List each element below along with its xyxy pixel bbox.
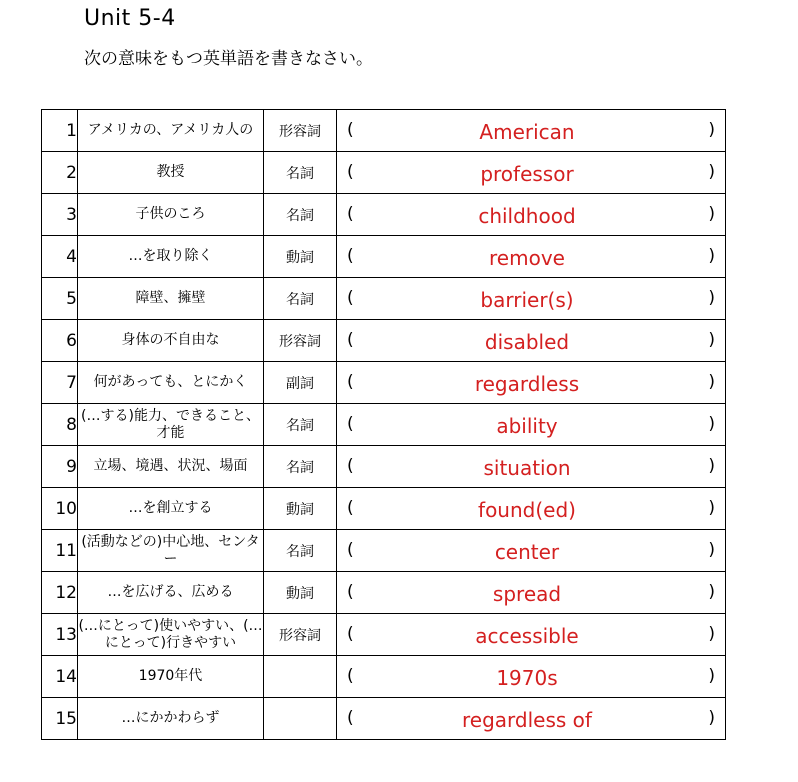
english-answer: situation bbox=[483, 455, 571, 480]
answer-cell bbox=[337, 488, 726, 530]
japanese-meaning: アメリカの、アメリカ人の bbox=[78, 110, 264, 152]
answer-cell bbox=[337, 614, 726, 656]
row-number: 3 bbox=[42, 194, 78, 236]
row-number: 7 bbox=[42, 362, 78, 404]
answer-cell bbox=[337, 362, 726, 404]
open-paren: ( bbox=[347, 498, 354, 518]
table-row bbox=[42, 236, 726, 278]
japanese-meaning: …にかかわらず bbox=[78, 698, 264, 740]
part-of-speech: 名詞 bbox=[264, 152, 337, 194]
answer-cell bbox=[337, 404, 726, 446]
japanese-meaning: (…する)能力、できること、才能 bbox=[78, 404, 264, 446]
vocabulary-table bbox=[41, 109, 726, 740]
table-row bbox=[42, 698, 726, 740]
answer-cell bbox=[337, 110, 726, 152]
row-number: 10 bbox=[42, 488, 78, 530]
part-of-speech: 名詞 bbox=[264, 194, 337, 236]
japanese-meaning: …を取り除く bbox=[78, 236, 264, 278]
table-row bbox=[42, 320, 726, 362]
english-answer: remove bbox=[489, 245, 565, 270]
close-paren: ) bbox=[708, 708, 715, 728]
open-paren: ( bbox=[347, 246, 354, 266]
close-paren: ) bbox=[708, 330, 715, 350]
table-row bbox=[42, 152, 726, 194]
answer-cell bbox=[337, 278, 726, 320]
row-number: 11 bbox=[42, 530, 78, 572]
row-number: 9 bbox=[42, 446, 78, 488]
table-row bbox=[42, 488, 726, 530]
open-paren: ( bbox=[347, 540, 354, 560]
english-answer: barrier(s) bbox=[480, 287, 574, 312]
part-of-speech: 動詞 bbox=[264, 236, 337, 278]
japanese-meaning: …を創立する bbox=[78, 488, 264, 530]
open-paren: ( bbox=[347, 708, 354, 728]
japanese-meaning: (活動などの)中心地、センター bbox=[78, 530, 264, 572]
english-answer: spread bbox=[492, 581, 562, 606]
row-number: 14 bbox=[42, 656, 78, 698]
english-answer: 1970s bbox=[496, 665, 558, 690]
open-paren: ( bbox=[347, 582, 354, 602]
row-number: 15 bbox=[42, 698, 78, 740]
answer-cell bbox=[337, 236, 726, 278]
answer-cell bbox=[337, 446, 726, 488]
answer-cell bbox=[337, 152, 726, 194]
japanese-meaning: 立場、境遇、状況、場面 bbox=[78, 446, 264, 488]
english-answer: disabled bbox=[484, 329, 570, 354]
vocabulary-table-body bbox=[42, 110, 726, 740]
japanese-meaning: 1970年代 bbox=[78, 656, 264, 698]
close-paren: ) bbox=[708, 498, 715, 518]
open-paren: ( bbox=[347, 120, 354, 140]
japanese-meaning: 何があっても、とにかく bbox=[78, 362, 264, 404]
japanese-meaning: …を広げる、広める bbox=[78, 572, 264, 614]
table-row bbox=[42, 194, 726, 236]
close-paren: ) bbox=[708, 582, 715, 602]
english-answer: professor bbox=[480, 161, 574, 186]
part-of-speech: 形容詞 bbox=[264, 110, 337, 152]
row-number: 1 bbox=[42, 110, 78, 152]
row-number: 12 bbox=[42, 572, 78, 614]
part-of-speech: 動詞 bbox=[264, 572, 337, 614]
japanese-meaning: 障壁、擁壁 bbox=[78, 278, 264, 320]
close-paren: ) bbox=[708, 204, 715, 224]
english-answer: center bbox=[494, 539, 560, 564]
row-number: 4 bbox=[42, 236, 78, 278]
english-answer: ability bbox=[496, 413, 558, 438]
japanese-meaning: 身体の不自由な bbox=[78, 320, 264, 362]
table-row bbox=[42, 656, 726, 698]
open-paren: ( bbox=[347, 330, 354, 350]
part-of-speech: 名詞 bbox=[264, 530, 337, 572]
part-of-speech: 名詞 bbox=[264, 278, 337, 320]
close-paren: ) bbox=[708, 666, 715, 686]
table-row bbox=[42, 404, 726, 446]
answer-cell bbox=[337, 194, 726, 236]
open-paren: ( bbox=[347, 456, 354, 476]
part-of-speech: 名詞 bbox=[264, 404, 337, 446]
answer-cell bbox=[337, 530, 726, 572]
row-number: 13 bbox=[42, 614, 78, 656]
instruction-text: 次の意味をもつ英単語を書きなさい。 bbox=[84, 49, 373, 69]
row-number: 6 bbox=[42, 320, 78, 362]
part-of-speech: 動詞 bbox=[264, 488, 337, 530]
open-paren: ( bbox=[347, 372, 354, 392]
japanese-meaning: 子供のころ bbox=[78, 194, 264, 236]
close-paren: ) bbox=[708, 414, 715, 434]
part-of-speech: 副詞 bbox=[264, 362, 337, 404]
japanese-meaning: 教授 bbox=[78, 152, 264, 194]
close-paren: ) bbox=[708, 540, 715, 560]
open-paren: ( bbox=[347, 162, 354, 182]
part-of-speech bbox=[264, 656, 337, 698]
part-of-speech: 形容詞 bbox=[264, 320, 337, 362]
row-number: 2 bbox=[42, 152, 78, 194]
table-row bbox=[42, 278, 726, 320]
table-row bbox=[42, 110, 726, 152]
close-paren: ) bbox=[708, 456, 715, 476]
part-of-speech bbox=[264, 698, 337, 740]
row-number: 5 bbox=[42, 278, 78, 320]
open-paren: ( bbox=[347, 666, 354, 686]
english-answer: accessible bbox=[475, 623, 579, 648]
table-row bbox=[42, 530, 726, 572]
table-row bbox=[42, 446, 726, 488]
close-paren: ) bbox=[708, 372, 715, 392]
table-row bbox=[42, 614, 726, 656]
part-of-speech: 形容詞 bbox=[264, 614, 337, 656]
japanese-meaning: (…にとって)使いやすい、(…にとって)行きやすい bbox=[78, 614, 264, 656]
close-paren: ) bbox=[708, 246, 715, 266]
english-answer: American bbox=[479, 119, 575, 144]
answer-cell bbox=[337, 320, 726, 362]
answer-cell bbox=[337, 572, 726, 614]
open-paren: ( bbox=[347, 288, 354, 308]
open-paren: ( bbox=[347, 624, 354, 644]
answer-cell bbox=[337, 698, 726, 740]
answer-cell bbox=[337, 656, 726, 698]
open-paren: ( bbox=[347, 414, 354, 434]
table-row bbox=[42, 572, 726, 614]
english-answer: found(ed) bbox=[478, 497, 576, 522]
row-number: 8 bbox=[42, 404, 78, 446]
table-row bbox=[42, 362, 726, 404]
open-paren: ( bbox=[347, 204, 354, 224]
english-answer: regardless of bbox=[462, 707, 592, 732]
close-paren: ) bbox=[708, 288, 715, 308]
unit-title: Unit 5-4 bbox=[84, 6, 176, 31]
close-paren: ) bbox=[708, 624, 715, 644]
english-answer: regardless bbox=[474, 371, 580, 396]
close-paren: ) bbox=[708, 162, 715, 182]
part-of-speech: 名詞 bbox=[264, 446, 337, 488]
close-paren: ) bbox=[708, 120, 715, 140]
english-answer: childhood bbox=[478, 203, 576, 228]
